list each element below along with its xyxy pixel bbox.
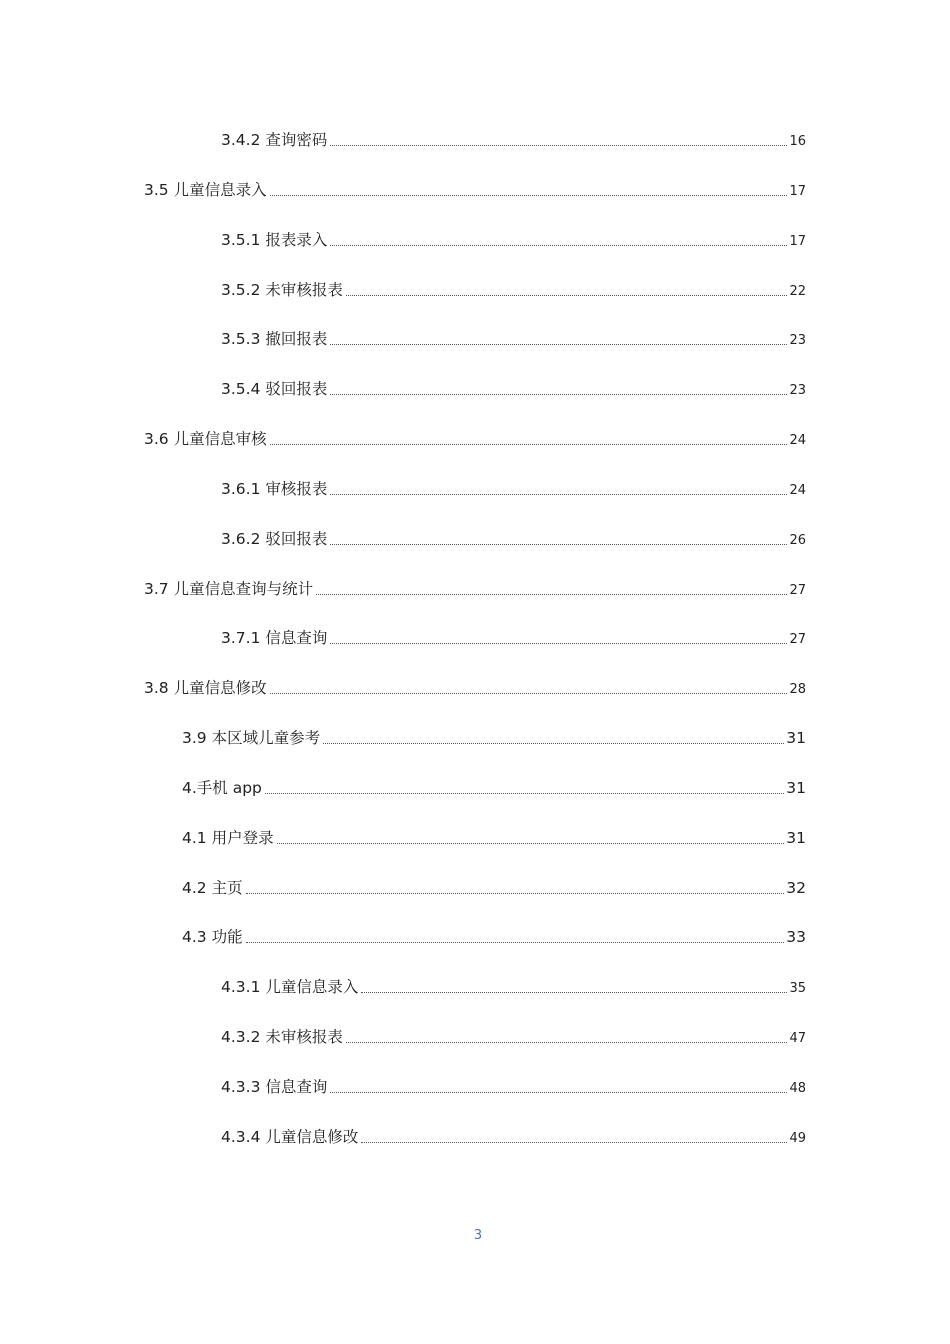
toc-entry-4-3[interactable]: [182, 925, 806, 949]
toc-dot-leader: [265, 792, 784, 794]
toc-dot-leader: [361, 991, 787, 993]
toc-dot-leader: [270, 443, 788, 445]
toc-dot-leader: [330, 244, 787, 246]
toc-entry-page: 24: [789, 483, 806, 498]
toc-dot-leader: [346, 1041, 788, 1043]
toc-entry-4-1[interactable]: [182, 826, 806, 850]
toc-entry-page: 28: [789, 682, 806, 697]
toc-entry-title: 3.5.4 驳回报表: [221, 380, 328, 398]
toc-entry-3-6[interactable]: [144, 427, 806, 451]
toc-entry-3-7-1[interactable]: [221, 626, 806, 650]
toc-entry-title: 3.9 本区域儿童参考: [182, 729, 321, 747]
toc-entry-page: 17: [789, 184, 806, 199]
toc-entry-page: 31: [786, 829, 806, 847]
toc-entry-title: 3.4.2 查询密码: [221, 131, 328, 149]
toc-entry-title: 4.3.2 未审核报表: [221, 1028, 343, 1046]
toc-entry-page: 26: [789, 533, 806, 548]
toc-entry-title: 3.6 儿童信息审核: [144, 430, 267, 448]
toc-entry-title: 4.3.4 儿童信息修改: [221, 1128, 359, 1146]
toc-entry-title: 3.7.1 信息查询: [221, 629, 328, 647]
toc-dot-leader: [270, 194, 788, 196]
toc-entry-3-5-2[interactable]: [221, 278, 806, 302]
toc-entry-page: 17: [789, 234, 806, 249]
toc-entry-title: 4.3.3 信息查询: [221, 1078, 328, 1096]
toc-entry-3-5-4[interactable]: [221, 377, 806, 401]
toc-dot-leader: [330, 144, 787, 146]
toc-entry-4-2[interactable]: [182, 876, 806, 900]
toc-entry-3-4-2[interactable]: [221, 128, 806, 152]
toc-entry-page: 23: [789, 383, 806, 398]
toc-entry-4[interactable]: [182, 776, 806, 800]
toc-dot-leader: [330, 543, 787, 545]
toc-entry-title: 3.7 儿童信息查询与统计: [144, 580, 314, 598]
toc-dot-leader: [330, 493, 787, 495]
toc-entry-title: 4.3.1 儿童信息录入: [221, 978, 359, 996]
toc-entry-3-6-1[interactable]: [221, 477, 806, 501]
toc-entry-title: 4.3 功能: [182, 928, 243, 946]
toc-entry-title: 3.6.1 审核报表: [221, 480, 328, 498]
toc-entry-page: 47: [789, 1031, 806, 1046]
toc-entry-title: 4.1 用户登录: [182, 829, 274, 847]
toc-entry-title: 3.6.2 驳回报表: [221, 530, 328, 548]
toc-entry-title: 3.5 儿童信息录入: [144, 181, 267, 199]
toc-dot-leader: [330, 343, 787, 345]
toc-dot-leader: [330, 1091, 787, 1093]
toc-entry-title: 3.5.1 报表录入: [221, 231, 328, 249]
toc-entry-page: 33: [786, 928, 806, 946]
toc-dot-leader: [330, 393, 787, 395]
toc-dot-leader: [361, 1141, 787, 1143]
toc-entry-title: 3.8 儿童信息修改: [144, 679, 267, 697]
page-number: 3: [473, 1228, 483, 1243]
toc-entry-page: 32: [786, 879, 806, 897]
toc-entry-title: 3.5.2 未审核报表: [221, 281, 343, 299]
toc-entry-4-3-3[interactable]: [221, 1075, 806, 1099]
toc-entry-page: 31: [786, 779, 806, 797]
toc-entry-3-7[interactable]: [144, 577, 806, 601]
toc-entry-4-3-1[interactable]: [221, 975, 806, 999]
toc-entry-page: 27: [789, 632, 806, 647]
toc-entry-4-3-4[interactable]: [221, 1125, 806, 1149]
toc-entry-3-5-3[interactable]: [221, 327, 806, 351]
toc-entry-3-5-1[interactable]: [221, 228, 806, 252]
toc-entry-page: 23: [789, 333, 806, 348]
toc-entry-4-3-2[interactable]: [221, 1025, 806, 1049]
toc-entry-page: 35: [789, 981, 806, 996]
toc-entry-page: 27: [789, 583, 806, 598]
toc-dot-leader: [316, 593, 787, 595]
toc-entry-page: 31: [786, 729, 806, 747]
toc-dot-leader: [246, 941, 785, 943]
toc-entry-page: 22: [789, 284, 806, 299]
toc-entry-3-8[interactable]: [144, 676, 806, 700]
toc-entry-title: 3.5.3 撤回报表: [221, 330, 328, 348]
toc-entry-3-6-2[interactable]: [221, 527, 806, 551]
toc-entry-title: 4.2 主页: [182, 879, 243, 897]
toc-dot-leader: [277, 842, 785, 844]
toc-entry-title: 4.手机 app: [182, 779, 262, 797]
toc-entry-3-5[interactable]: [144, 178, 806, 202]
toc-entry-page: 24: [789, 433, 806, 448]
toc-dot-leader: [330, 642, 787, 644]
toc-entry-page: 48: [789, 1081, 806, 1096]
toc-entry-page: 49: [789, 1131, 806, 1146]
toc-dot-leader: [346, 294, 788, 296]
toc-entry-3-9[interactable]: [182, 726, 806, 750]
toc-dot-leader: [323, 742, 784, 744]
toc-entry-page: 16: [789, 134, 806, 149]
toc-dot-leader: [270, 692, 788, 694]
toc-dot-leader: [246, 892, 785, 894]
